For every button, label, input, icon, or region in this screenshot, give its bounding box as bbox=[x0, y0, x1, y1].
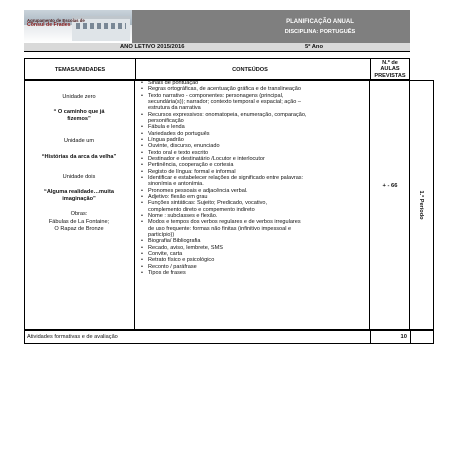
school-year: ANO LETIVO 2015/2016 bbox=[120, 44, 185, 50]
content-item-line: • Nome : subclasses e flexão. bbox=[148, 212, 218, 219]
content-item bbox=[140, 200, 364, 213]
content-item bbox=[140, 270, 364, 276]
aulas-cell bbox=[369, 80, 410, 330]
grade-level: 5º Ano bbox=[305, 44, 324, 50]
planned-lessons: + - 66 bbox=[382, 183, 398, 189]
content-item-line: • Destinador e destinatário /Locutor e interlocutor bbox=[148, 155, 265, 162]
school-name bbox=[27, 18, 89, 28]
unit-label: Unidade dois bbox=[62, 174, 96, 180]
content-list bbox=[140, 80, 364, 276]
footer-label: Atividades formativas e de avaliação bbox=[27, 334, 118, 340]
unit-label: Unidade zero bbox=[62, 94, 96, 100]
content-item-line: personificação bbox=[148, 117, 184, 124]
content-item-line: • Língua padrão bbox=[148, 136, 184, 143]
year-bar bbox=[24, 43, 410, 52]
content-item-line: • Variedades do português bbox=[148, 130, 210, 137]
content-item-line: complemento direto e compemento indireto bbox=[148, 206, 255, 213]
content-item-line: sinonímia e antonímia. bbox=[148, 181, 204, 188]
content-item-line: • Fábula e lenda bbox=[148, 124, 185, 131]
content-item-line: • Sinais de pontuação bbox=[148, 80, 199, 86]
content-item-line: de uso frequente: formas não finitas (infinitivo impessoal e bbox=[148, 225, 292, 232]
content-item-line: estrutura da narrativa bbox=[148, 105, 201, 112]
plan-table bbox=[24, 58, 434, 346]
content-item-line: particípio)) bbox=[148, 231, 175, 238]
document-header bbox=[24, 10, 410, 43]
content-item bbox=[140, 93, 364, 112]
column-header-temas: TEMAS/UNIDADES bbox=[54, 67, 106, 73]
unit-title: “Histórias da arca da velha” bbox=[41, 154, 117, 160]
unit-label: Unidade um bbox=[63, 138, 95, 144]
content-item-line: • Texto oral e texto escrito bbox=[148, 149, 209, 156]
content-item-line: • Reconto / paráfrase bbox=[148, 263, 197, 270]
temas-column bbox=[24, 80, 134, 330]
period-label: 1.º Período bbox=[418, 190, 424, 220]
table-footer-row bbox=[24, 330, 434, 344]
period-cell bbox=[409, 80, 434, 330]
content-item-line: • Registo de língua: formal e informal bbox=[148, 168, 236, 175]
column-header-aulas-line: AULAS bbox=[380, 66, 400, 73]
content-item-line: • Tipos de frases bbox=[148, 269, 186, 276]
school-logo bbox=[24, 10, 132, 43]
work-title: Fábulas de La Fontaine; bbox=[48, 219, 110, 225]
content-item-line: • Recursos expressivos: onomatopeia, enumeração, comparação, bbox=[148, 111, 307, 118]
content-item-line: • Identificar e estabelecer relações de significado entre palavras: bbox=[148, 174, 304, 181]
content-item-line: • Recado, aviso, lembrete, SMS bbox=[148, 244, 223, 251]
plan-title: PLANIFICAÇÃO ANUAL bbox=[286, 19, 354, 25]
content-item-line: • Adjetivo: flexão em grau bbox=[148, 193, 208, 200]
content-item-line: • Pronomes pessoais e adjacência verbal. bbox=[148, 187, 248, 194]
content-item-line: secundária(s)); narrador; contexto temporal e espacial; ação – bbox=[148, 98, 301, 105]
table-body bbox=[24, 80, 434, 330]
unit-title: “ O caminho que já bbox=[53, 109, 105, 115]
content-item-line: • Modos e tempos dos verbos regulares e de verbos irregulares bbox=[148, 219, 301, 226]
content-item bbox=[140, 175, 364, 188]
work-title: O Rapaz de Bronze bbox=[54, 226, 104, 232]
school-name-line: Cônsul de Frades bbox=[27, 22, 71, 28]
content-item-line: • Convite, carta bbox=[148, 250, 183, 257]
content-item-line: • Texto narrativo - componentes: personagens (principal, bbox=[148, 92, 284, 99]
column-header-aulas bbox=[370, 60, 410, 79]
footer-value: 10 bbox=[400, 334, 407, 340]
unit-title: fizemos” bbox=[67, 116, 91, 122]
works-label: Obras: bbox=[70, 211, 88, 217]
content-item bbox=[140, 112, 364, 125]
content-item-line: • Regras ortográficas, de acentuação gráfica e de translineação bbox=[148, 86, 301, 93]
content-item-line: • Biografia/ Bibliografia bbox=[148, 238, 201, 245]
content-item bbox=[140, 219, 364, 238]
column-header-aulas-line: PREVISTAS bbox=[374, 72, 406, 79]
column-header-conteudos: CONTEÚDOS bbox=[232, 67, 268, 73]
column-header-aulas-line: N.º de bbox=[382, 60, 398, 66]
column-divider bbox=[135, 59, 136, 80]
content-item-line: • Retrato físico e psicológico bbox=[148, 257, 215, 264]
content-item-line: • Funções sintáticas: Sujeito; Predicado, vocativo, bbox=[148, 200, 268, 207]
content-item-line: • Pertinência, cooperação e cortesia bbox=[148, 162, 234, 169]
column-divider bbox=[370, 59, 371, 80]
school-name-line: Agrupamento de Escolas de bbox=[27, 18, 85, 23]
unit-title: imaginação” bbox=[62, 196, 96, 202]
subject-title: DISCIPLINA: PORTUGUÊS bbox=[284, 29, 356, 35]
unit-title: “Alguma realidade…muita bbox=[44, 189, 114, 195]
content-item-line: • Ouvinte, discurso, enunciado bbox=[148, 143, 220, 150]
table-header-row bbox=[24, 58, 410, 80]
